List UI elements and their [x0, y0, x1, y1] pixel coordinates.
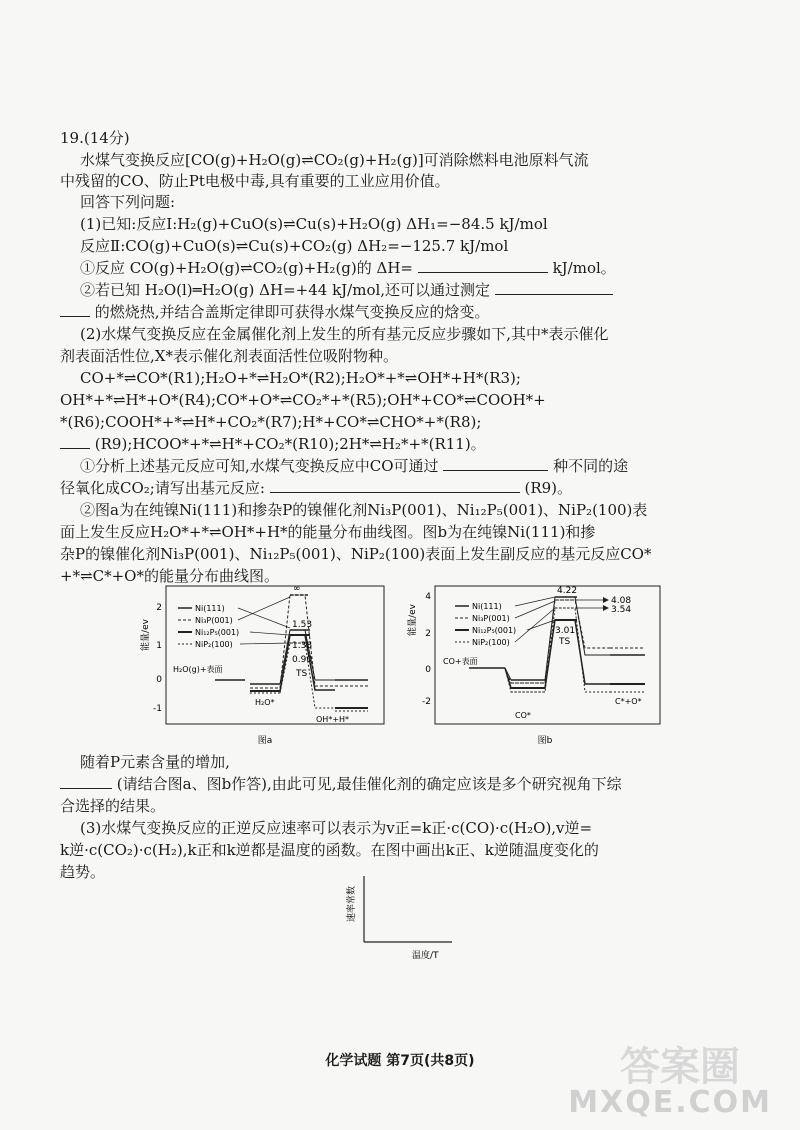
intro-line-1: 水煤气变换反应[CO(g)+H₂O(g)⇌CO₂(g)+H₂(g)]可消除燃料电池原料气流 — [80, 151, 589, 169]
figure-a-ytick-0: 0 — [156, 675, 162, 685]
figure-a-leader-4 — [240, 643, 290, 644]
part3-line-3: 趋势。 — [60, 863, 106, 881]
figure-a-leader-2 — [238, 597, 290, 620]
reaction-step-line-4-text: (R9);HCOO*+*⇌H*+CO₂*(R10);2H*⇌H₂*+*(R11)。 — [94, 435, 486, 453]
part1-question-2 — [80, 280, 613, 300]
question-number: 19.(14分) — [60, 129, 130, 147]
figure-b-ytick-m2: -2 — [422, 697, 431, 707]
figure-c-rate-axes[interactable] — [340, 872, 460, 967]
part2-question-1-cont-tail: (R9)。 — [524, 479, 573, 497]
part2-question-2-line-2: 面上发生反应H₂O*+*⇌OH*+H*的能量分布曲线图。图b为在纯镍Ni(111)和掺 — [60, 523, 596, 541]
reaction-step-line-3: *(R6);COOH*+*⇌H*+CO₂*(R7);H*+CO*⇌CHO*+*(R8); — [60, 413, 482, 431]
part2-question-2-line-4: +*⇌C*+O*的能量分布曲线图。 — [60, 567, 279, 585]
figure-a-value-138: 1.38 — [292, 641, 313, 651]
part2-question-2-line-1: ②图a为在纯镍Ni(111)和掺杂P的镍催化剂Ni₃P(001)、Ni₁₂P₅(001)、NiP₂(100)表 — [80, 501, 648, 519]
part1-reaction-1: (1)已知:反应Ⅰ:H₂(g)+CuO(s)⇌Cu(s)+H₂O(g) ΔH₁=−84.5 kJ/mol — [80, 215, 548, 233]
watermark-url: MXQE.COM — [568, 1085, 772, 1120]
part2-question-1-text: ①分析上述基元反应可知,水煤气变换反应中CO可通过 — [80, 457, 439, 475]
figure-b-legend-2: Ni₃P(001) — [472, 614, 510, 623]
figure-a-caption: 图a — [257, 736, 273, 746]
figure-c-ylabel: 速率常数 — [347, 885, 357, 923]
figure-a-ytick-1: 1 — [156, 641, 162, 651]
answer-blank-r9[interactable] — [270, 478, 520, 493]
figure-b-caption: 图b — [537, 736, 553, 746]
figure-b-value-301: 3.01 — [555, 626, 576, 636]
part2-question-1-tail: 种不同的途 — [553, 457, 629, 475]
page-footer: 化学试题 第7页(共8页) — [325, 1053, 475, 1069]
prompt-line: 回答下列问题: — [80, 193, 176, 211]
part2-question-2-line-3: 杂P的镍催化剂Ni₃P(001)、Ni₁₂P₅(001)、NiP₂(100)表面上发生副反应的基元反应CO* — [60, 545, 652, 563]
answer-blank-combustion[interactable] — [495, 280, 613, 295]
answer-blank-p-content[interactable] — [60, 774, 112, 789]
figure-a-legend-3: Ni₁₂P₅(001) — [195, 628, 240, 637]
figure-b-ads-label: CO* — [515, 711, 531, 720]
part2-intro-1: (2)水煤气变换反应在金属催化剂上发生的所有基元反应步骤如下,其中*表示催化 — [80, 325, 609, 343]
figure-a-ylabel: 能量/ev — [141, 619, 151, 651]
intro-line-2: 中残留的CO、防止Pt电极中毒,具有重要的工业应用价值。 — [60, 172, 450, 190]
reaction-step-line-4 — [60, 434, 486, 454]
figure-a-value-153: 1.53 — [292, 620, 313, 630]
figure-b-ts-label: TS — [559, 637, 571, 647]
part3-line-1: (3)水煤气变换反应的正逆反应速率可以表示为v正=k正·c(CO)·c(H₂O),v逆= — [80, 819, 593, 837]
part2-intro-2: 剂表面活性位,X*表示催化剂表面活性位吸附物种。 — [60, 347, 398, 365]
figure-a-ts-label: TS — [296, 669, 308, 679]
figure-a-value-090: 0.90 — [292, 655, 313, 665]
figure-a-end-label: OH*+H* — [316, 715, 350, 724]
figure-a-value-inf: ∞ — [293, 584, 301, 594]
reaction-step-line-1: CO+*⇌CO*(R1);H₂O+*⇌H₂O*(R2);H₂O*+*⇌OH*+H*(R3); — [80, 369, 521, 387]
figure-b-arrowhead-354 — [603, 605, 609, 611]
figure-b-end-label: C*+O* — [615, 697, 642, 706]
figure-b-value-408: 4.08 — [611, 596, 632, 606]
figure-b-leader-2 — [515, 601, 555, 618]
figure-a — [140, 580, 390, 750]
part2-question-1 — [80, 456, 628, 476]
figure-a-legend-4: NiP₂(100) — [195, 640, 233, 649]
part2-question-3-cont — [60, 774, 622, 794]
figure-a-ads-label: H₂O* — [255, 698, 275, 707]
part1-question-2-cont-text: 的燃烧热,并结合盖斯定律即可获得水煤气变换反应的焓变。 — [94, 303, 490, 321]
figure-b-ytick-4: 4 — [425, 592, 431, 602]
figure-b — [405, 580, 665, 750]
part3-line-2: k逆·c(CO₂)·c(H₂),k正和k逆都是温度的函数。在图中画出k正、k逆随温度变化的 — [60, 841, 599, 859]
figure-a-leader-3 — [250, 632, 290, 635]
answer-blank-r9-short[interactable] — [60, 434, 90, 449]
answer-blank-combustion-cont[interactable] — [60, 302, 90, 317]
part2-question-3-cont-text: (请结合图a、图b作答),由此可见,最佳催化剂的确定应该是多个研究视角下综 — [116, 775, 622, 793]
part1-question-2-text: ②若已知 H₂O(l)═H₂O(g) ΔH=+44 kJ/mol,还可以通过测定 — [80, 281, 491, 299]
figure-b-arrowhead-408 — [603, 597, 609, 603]
figure-a-legend-2: Ni₃P(001) — [195, 616, 233, 625]
part1-question-1-text: ①反应 CO(g)+H₂O(g)⇌CO₂(g)+H₂(g)的 ΔH= — [80, 259, 413, 277]
figure-b-leader-4 — [515, 608, 555, 642]
figure-b-ylabel: 能量/ev — [408, 604, 418, 636]
figure-b-legend-1: Ni(111) — [472, 602, 502, 611]
figure-b-leader-1 — [515, 597, 555, 606]
answer-blank-paths[interactable] — [443, 456, 548, 471]
figure-a-ytick-2: 2 — [156, 603, 162, 613]
figure-b-curve-ni3p — [505, 600, 610, 683]
figure-b-curve-ni111 — [505, 597, 610, 680]
figure-a-ytick-m1: -1 — [153, 704, 162, 714]
figure-c-xlabel: 温度/T — [412, 951, 439, 961]
part1-reaction-2: 反应Ⅱ:CO(g)+CuO(s)⇌Cu(s)+CO₂(g) ΔH₂=−125.7 kJ/mol — [80, 237, 509, 255]
figure-b-start-label: CO+表面 — [443, 657, 478, 666]
figure-b-ytick-0: 0 — [425, 665, 431, 675]
answer-blank-dh[interactable] — [418, 258, 548, 273]
part2-question-3-end: 合选择的结果。 — [60, 797, 166, 815]
part1-question-2-cont — [60, 302, 490, 322]
figure-b-value-354: 3.54 — [611, 605, 632, 615]
figure-b-value-422: 4.22 — [557, 586, 578, 596]
figure-b-legend-3: Ni₁₂P₅(001) — [472, 626, 517, 635]
part2-question-3: 随着P元素含量的增加, — [80, 753, 230, 771]
part1-question-1-unit: kJ/mol。 — [552, 259, 616, 277]
part2-question-1-cont — [60, 478, 572, 498]
figure-b-legend-4: NiP₂(100) — [472, 638, 510, 647]
reaction-step-line-2: OH*+*⇌H*+O*(R4);CO*+O*⇌CO₂*+*(R5);OH*+CO*⇌COOH*+ — [60, 391, 546, 409]
part2-question-1-cont-text: 径氧化成CO₂;请写出基元反应: — [60, 479, 265, 497]
part1-question-1 — [80, 258, 616, 278]
figure-a-legend-1: Ni(111) — [195, 604, 225, 613]
figure-b-ytick-2: 2 — [425, 629, 431, 639]
figure-a-leader-1 — [238, 608, 290, 628]
watermark-logo: 答案圈 — [620, 1044, 740, 1090]
figure-a-start-label: H₂O(g)+表面 — [173, 665, 223, 674]
